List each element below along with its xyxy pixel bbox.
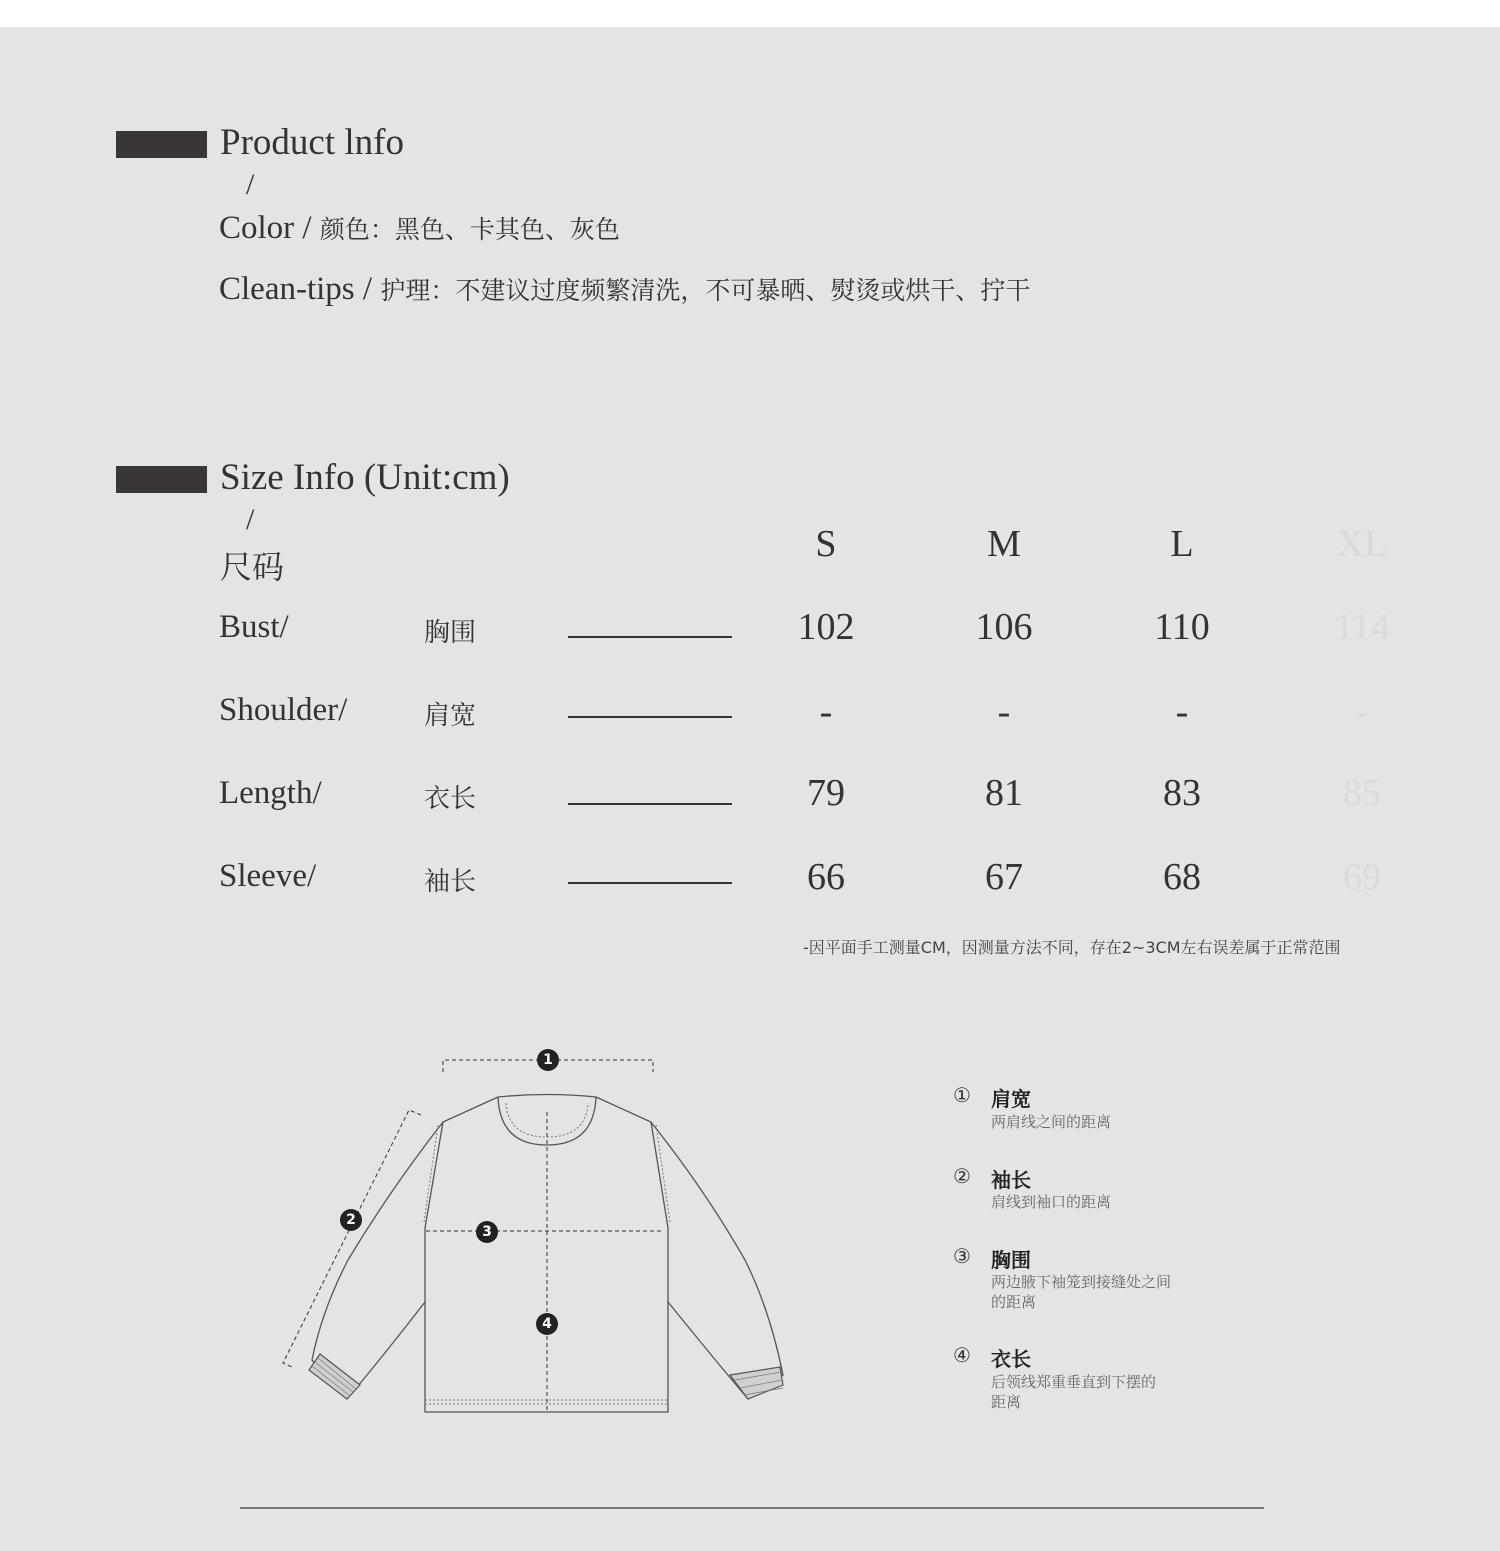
legend-3-title: 胸围 (991, 1248, 1031, 1272)
row-bust-line (568, 636, 732, 638)
marker-3: 3 (476, 1221, 498, 1243)
sleeve-l: 68 (1163, 856, 1201, 898)
size-info-slash: / (246, 503, 255, 536)
bust-l: 110 (1154, 606, 1210, 648)
bust-xl: 114 (1334, 606, 1390, 648)
row-bust-en: Bust/ (219, 609, 289, 645)
legend-1-title: 肩宽 (991, 1087, 1031, 1111)
length-s: 79 (807, 772, 845, 814)
size-header-xl: XL (1336, 523, 1388, 565)
bust-m: 106 (975, 606, 1033, 648)
size-header-s: S (815, 523, 837, 565)
row-sleeve-en: Sleeve/ (219, 858, 317, 894)
size-info-title: Size Info (Unit:cm) (220, 457, 510, 498)
color-label: Color / (219, 210, 320, 246)
shoulder-l: - (1175, 691, 1189, 733)
length-m: 81 (985, 772, 1023, 814)
marker-4: 4 (536, 1313, 558, 1335)
row-length-en: Length/ (219, 775, 322, 811)
sleeve-s: 66 (807, 856, 845, 898)
legend-1-num: ① (953, 1083, 971, 1107)
legend-4-desc-line1: 后领线郑重垂直到下摆的 (991, 1373, 1157, 1391)
row-sleeve-cn: 袖长 (424, 867, 477, 897)
length-xl: 85 (1343, 772, 1381, 814)
section-bar-product (116, 131, 207, 158)
product-info-slash: / (246, 168, 255, 201)
row-shoulder-en: Shoulder/ (219, 692, 348, 728)
shoulder-s: - (819, 691, 833, 733)
bust-s: 102 (797, 606, 855, 648)
sweater-diagram (270, 1040, 810, 1430)
length-l: 83 (1163, 772, 1201, 814)
row-shoulder-line (568, 716, 732, 718)
row-length-line (568, 803, 732, 805)
row-sleeve-line (568, 882, 732, 884)
legend-3-desc-line2: 的距离 (991, 1293, 1037, 1311)
row-shoulder-cn: 肩宽 (424, 701, 477, 731)
clean-tips-label: Clean-tips / (219, 271, 381, 307)
color-line (219, 210, 620, 247)
shoulder-m: - (997, 691, 1011, 733)
shoulder-xl: - (1355, 691, 1369, 733)
legend-2-title: 袖长 (991, 1168, 1031, 1192)
legend-1-desc: 两肩线之间的距离 (991, 1113, 1112, 1131)
legend-4-title: 衣长 (991, 1347, 1031, 1371)
legend-4-desc-line2: 距离 (991, 1393, 1022, 1411)
section-bar-size (116, 466, 207, 493)
marker-2: 2 (340, 1209, 362, 1231)
color-value: 颜色：黑色、卡其色、灰色 (319, 215, 620, 244)
sleeve-xl: 69 (1343, 856, 1381, 898)
legend-3-desc-line1: 两边腋下袖笼到接缝处之间 (991, 1273, 1172, 1291)
size-header-m: M (987, 523, 1021, 565)
legend-2-desc: 肩线到袖口的距离 (991, 1193, 1112, 1211)
bottom-divider (240, 1507, 1264, 1509)
legend-2-num: ② (953, 1164, 971, 1188)
row-length-cn: 衣长 (424, 784, 477, 814)
product-info-title: Product lnfo (220, 122, 404, 163)
clean-tips-value: 护理：不建议过度频繁清洗，不可暴晒、熨烫或烘干、拧干 (380, 276, 1031, 305)
size-header-l: L (1170, 523, 1194, 565)
measurement-note: -因平面手工测量CM，因测量方法不同，存在2~3CM左右误差属于正常范围 (803, 938, 1341, 957)
clean-tips-line (219, 271, 1030, 308)
row-bust-cn: 胸围 (424, 618, 477, 648)
marker-1: 1 (537, 1049, 559, 1071)
legend-4-num: ④ (953, 1343, 971, 1367)
sleeve-m: 67 (985, 856, 1023, 898)
size-cn-title: 尺码 (220, 548, 285, 586)
legend-3-num: ③ (953, 1244, 971, 1268)
